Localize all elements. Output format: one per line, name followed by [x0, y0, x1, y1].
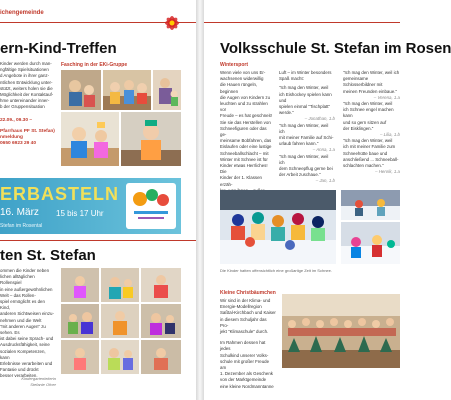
event-info: 22.09., 09.30 – Pfarrhaus PF St. Stefan) nmeldung 0650 6923 29 40 [0, 118, 55, 146]
banner-time: 15 bis 17 Uhr [56, 209, 104, 218]
book-gutter [196, 0, 204, 400]
article-body-trees: Wir sind in der Klima- und Energie-Modellregion Saßtal-Kirchbach und Kaiser in diesem Schuljahr das Pro- jekt "Klimaschule" durch. Im Rahmen dessen hat jedes Schulkind unserer Volks- schule mit großer Freude am 1. Dezember als Geschenk von der Marktgemeinde eine kleine Nordmanntanne [220, 298, 276, 389]
photo-rollenspiel-4 [61, 304, 99, 338]
photo-caption: Fasching in der EKi-Gruppe [61, 62, 128, 68]
photo-group-costumes [103, 70, 151, 110]
banner-date: 16. März [0, 207, 39, 218]
signature-name: Stefanie Ofner [30, 382, 56, 387]
article-subtitle: Wintersport [220, 62, 249, 68]
article-body: Kinder werden durch man- ngfältige Spielsituationen d Angebote in ihrer ganz- ntlichen Entwicklung unter- stützt, weiters holen sie die Möglichkeit der Kontaktauf- hme untereinander inner- b der Gruppensituation [0, 61, 54, 110]
photo-rollenspiel-7 [61, 340, 99, 374]
event-banner [0, 178, 181, 234]
banner-word: ERBASTELN [0, 184, 120, 204]
photo-rollenspiel-3 [141, 268, 181, 302]
right-page [204, 0, 451, 400]
photo-rollenspiel-1 [61, 268, 99, 302]
photo-caption-snow: Die Kinder hatten offensichtlich eine großartige Zeit im Schnee. [220, 268, 332, 273]
photo-toddlers-play [61, 70, 101, 110]
photo-rollenspiel-9 [141, 340, 181, 374]
article-title-kindergarten: ten St. Stefan [0, 247, 96, 264]
photo-parent-child [153, 70, 181, 110]
signature-role: Kindergartenleiterin [21, 376, 56, 381]
article-subtitle-trees: Kleine Christbäumchen [220, 290, 276, 296]
article-title: ern-Kind-Treffen [0, 40, 117, 57]
school-col-1: Wenn viele von uns Er- wachsenen widerwillig die Hauen rüngeln, beginnen die Augen von Kindern zu leuchten und zu strahlen vor Freude – es hat geschneit! Sie sie das Herstellen von Schneefiguren oder das ge- meinsame Bobfahren, das Eislaufen oder eine lustige Schneeballschlacht – mit Winter mit Schnee ist für Kinder etwas Herrliches! Die Kinder der 1. Klassen erzäh- [220, 70, 272, 187]
school-col-3: "Ich mag den Winter, weil ich gemeinsame Schlosserbildner mit meinen Freunden einbaue." – Verena, 1.a "Ich mag den Winter, weil ich Schnee engel machen kann und so gern sitzen auf der Eisklingen." – Lilia, 1.b "Ich mag den Winter, weil ich mit meiner Familie zum Schneehütte baue und anschließend ... Schneeball- schlachten machen." – Henrik, 1.a [343, 70, 400, 175]
photo-rollenspiel-2 [101, 268, 139, 302]
photo-rollenspiel-8 [101, 340, 139, 374]
article-body-kindergarten: ommen die Kinder neben lichen alltäglichen Rollenspiel in eine außergewöhnlichen Welt – das Rollen- spiel ermöglicht es den Kind, anderen Sichtweisen einzu- nehmen und die Welt "mit anderen Augen" zu sehen. Es ist dabei seine Sprach- und Ausdrucksfähigkeit, seine sozialen Kompetenzen, kann Erlebnisse verarbeiten und Fantasie und drückt besser verarbeiten. [0, 268, 54, 379]
school-col-2: Luft – im Winter besonders Spaß macht: "Ich mag den Winter, weil ich Eishockey spielen kann und spielen einmal "Tischplatt" werde." – Jonathan, 1.b "Ich mag den Winter, weil ich mit meiner Familie auf Schi- urlaub fahren kann." – Anna, 1.a "Ich mag den Winter, weil ich dem Schneepflug gerne bei der Arbeit zuschaue." – Jan, 1.b [279, 70, 335, 184]
photo-fasching-kids [61, 112, 119, 166]
photo-child-costume [121, 112, 181, 166]
section-rule [0, 240, 196, 241]
header-rule [204, 22, 400, 23]
banner-place: Stefan im Rosental [0, 223, 43, 229]
photo-snow-play-2 [341, 222, 400, 264]
parish-logo-icon [161, 12, 183, 34]
kindergarten-logo [126, 183, 176, 229]
photo-snow-group [220, 190, 336, 264]
photo-rollenspiel-5 [101, 304, 139, 338]
article-title-school: Volksschule St. Stefan im Rosen [220, 40, 451, 57]
left-page [0, 0, 196, 400]
section-header: ichengemeinde [0, 10, 44, 16]
photo-snow-play-1 [341, 190, 400, 220]
photo-class-trees [282, 294, 400, 368]
photo-rollenspiel-6 [141, 304, 181, 338]
